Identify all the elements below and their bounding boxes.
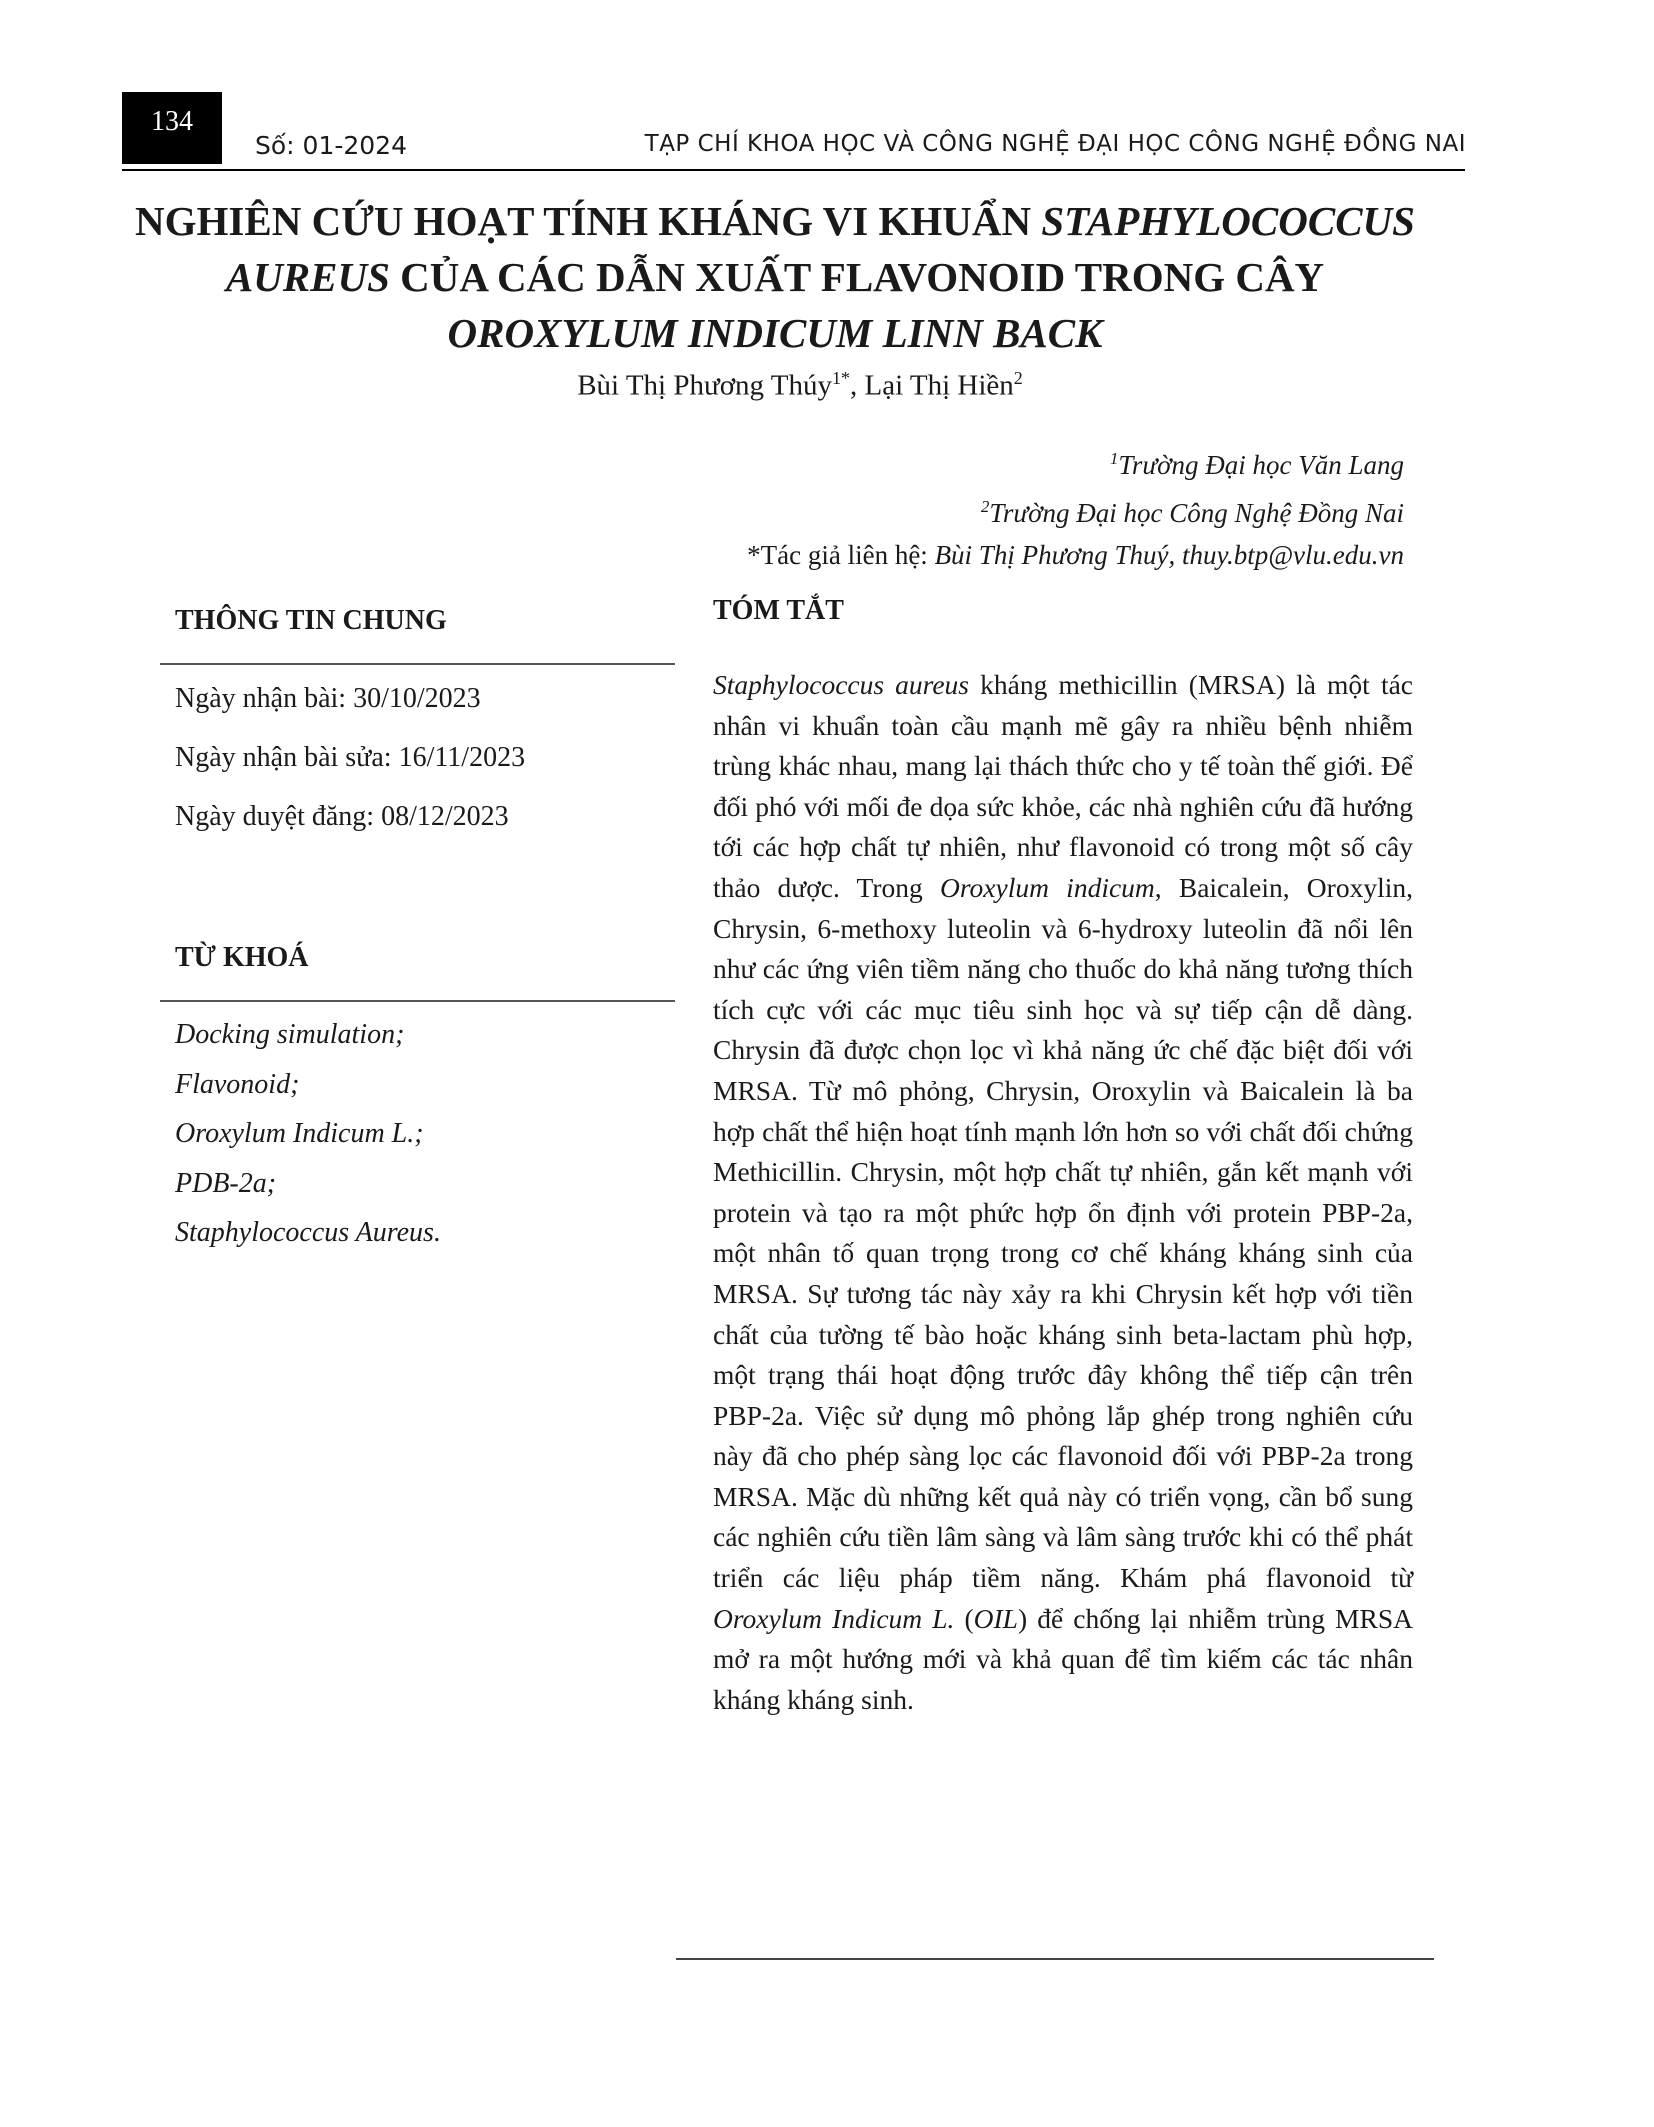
abstract-text-1: kháng methicillin (MRSA) là một tác nhân vi khuẩn toàn cầu mạnh mẽ gây ra nhiều bệnh nhiễm trùng khác nhau, mang lại thách thức cho y tế toàn thế giới. Để đối phó với mối đe dọa sức khỏe, các nhà nghiên cứu đã hướng tới các hợp chất tự nhiên, như flavonoid có trong một số cây thảo dược. Trong xyxy=(713,669,1413,903)
abstract-plant-2: Oroxylum Indicum L. xyxy=(713,1602,955,1634)
affiliation-1 xyxy=(747,438,1404,486)
title-text-2: CỦA CÁC DẪN XUẤT FLAVONOID TRONG CÂY xyxy=(389,254,1325,300)
title-italic-plant: OROXYLUM INDICUM LINN BACK xyxy=(447,310,1103,356)
keywords-heading: TỪ KHOÁ xyxy=(175,942,309,973)
abstract-text-2: , Baicalein, Oroxylin, Chrysin, 6-methoxy luteolin và 6-hydroxy luteolin đã nổi lên như các ứng viên tiềm năng cho thuốc do khả năng tương thích tích cực với các mục tiêu sinh học và sự tiếp cận dễ dàng. Chrysin đã được chọn lọc vì khả năng ức chế đặc biệt đối với MRSA. Từ mô phỏng, Chrysin, Oroxylin và Baicalein là ba hợp chất thể hiện hoạt tính mạnh lớn hơn so với chất đối chứng Methicillin. Chrysin, một hợp chất tự nhiên, gắn kết mạnh với protein và tạo ra một phức hợp ổn định với protein PBP-2a, một nhân tố quan trọng trong cơ chế kháng kháng sinh của MRSA. Sự tương tác này xảy ra khi Chrysin kết hợp với tiền chất của tường tế bào hoặc kháng sinh beta-lactam phù hợp, một trạng thái hoạt động trước đây không thể tiếp cận trên PBP-2a. Việc sử dụng mô phỏng lắp ghép trong nghiên cứu này đã cho phép sàng lọc các flavonoid đối với PBP-2a trong MRSA. Mặc dù những kết quả này có triển vọng, cần bổ sung các nghiên cứu tiền lâm sàng và lâm sàng trước khi có thể phát triển các liệu pháp tiềm năng. Khám phá flavonoid từ xyxy=(713,871,1413,1594)
affiliations xyxy=(747,438,1404,576)
abstract-species: Staphylococcus aureus xyxy=(713,669,970,700)
article-title xyxy=(110,193,1440,361)
title-text: NGHIÊN CỨU HOẠT TÍNH KHÁNG VI KHUẨN xyxy=(135,198,1042,244)
title-italic-species: STAPHYLOCOCCUS xyxy=(1041,198,1415,244)
keyword-item: PDB-2a; xyxy=(175,1167,277,1199)
affiliation-1-name: Trường Đại học Văn Lang xyxy=(1118,450,1404,480)
keyword-list xyxy=(160,1010,675,1258)
right-column xyxy=(713,595,1413,1720)
general-info-heading: THÔNG TIN CHUNG xyxy=(175,605,447,636)
general-info-divider xyxy=(160,663,675,665)
abstract-text-4: ) để chống lại nhiễm trùng MRSA mở ra một hướng mới và khả quan để tìm kiếm các tác nhân kháng kháng sinh. xyxy=(713,1602,1413,1715)
author-2-affiliation-mark: 2 xyxy=(1013,368,1023,388)
title-italic-species-2: AUREUS xyxy=(225,254,390,300)
footnote-divider xyxy=(676,1958,1434,1960)
keyword-item: Docking simulation; xyxy=(175,1019,405,1050)
affiliation-2-mark: 2 xyxy=(980,497,990,516)
author-list xyxy=(0,368,1600,403)
abstract-abbrev: OIL xyxy=(973,1602,1018,1634)
author-2: Lại Thị Hiền xyxy=(864,369,1014,402)
keyword-item: Flavonoid; xyxy=(175,1068,300,1100)
header-divider xyxy=(122,169,1465,171)
author-1: Bùi Thị Phương Thúy xyxy=(577,369,832,402)
keyword-item: Staphylococcus Aureus. xyxy=(175,1217,441,1248)
abstract-body xyxy=(713,665,1413,1720)
keyword-item: Oroxylum Indicum L.; xyxy=(175,1118,424,1149)
affiliation-2-name: Trường Đại học Công Nghệ Đồng Nai xyxy=(989,498,1404,528)
left-column xyxy=(160,605,675,1258)
contact-value: Bùi Thị Phương Thuý, thuy.btp@vlu.edu.vn xyxy=(934,540,1404,570)
abstract-heading: TÓM TẮT xyxy=(713,595,844,626)
corresponding-author xyxy=(747,534,1404,576)
info-revised: Ngày nhận bài sửa: 16/11/2023 xyxy=(175,742,526,773)
abstract-plant: Oroxylum indicum xyxy=(940,871,1155,903)
author-separator: , xyxy=(850,369,865,402)
abstract-text-3: ( xyxy=(954,1602,974,1634)
info-accepted: Ngày duyệt đăng: 08/12/2023 xyxy=(175,801,509,832)
info-received: Ngày nhận bài: 30/10/2023 xyxy=(175,683,481,714)
journal-name: TẠP CHÍ KHOA HỌC VÀ CÔNG NGHỆ ĐẠI HỌC CÔNG NGHỆ ĐỒNG NAI xyxy=(644,131,1466,157)
affiliation-1-mark: 1 xyxy=(1109,449,1119,468)
page-number: 134 xyxy=(122,92,222,164)
contact-label: *Tác giả liên hệ: xyxy=(747,540,935,570)
issue-number: Số: 01-2024 xyxy=(255,131,407,160)
author-1-affiliation-mark: 1* xyxy=(832,368,850,388)
affiliation-2 xyxy=(747,486,1404,534)
keywords-divider xyxy=(160,1000,675,1002)
